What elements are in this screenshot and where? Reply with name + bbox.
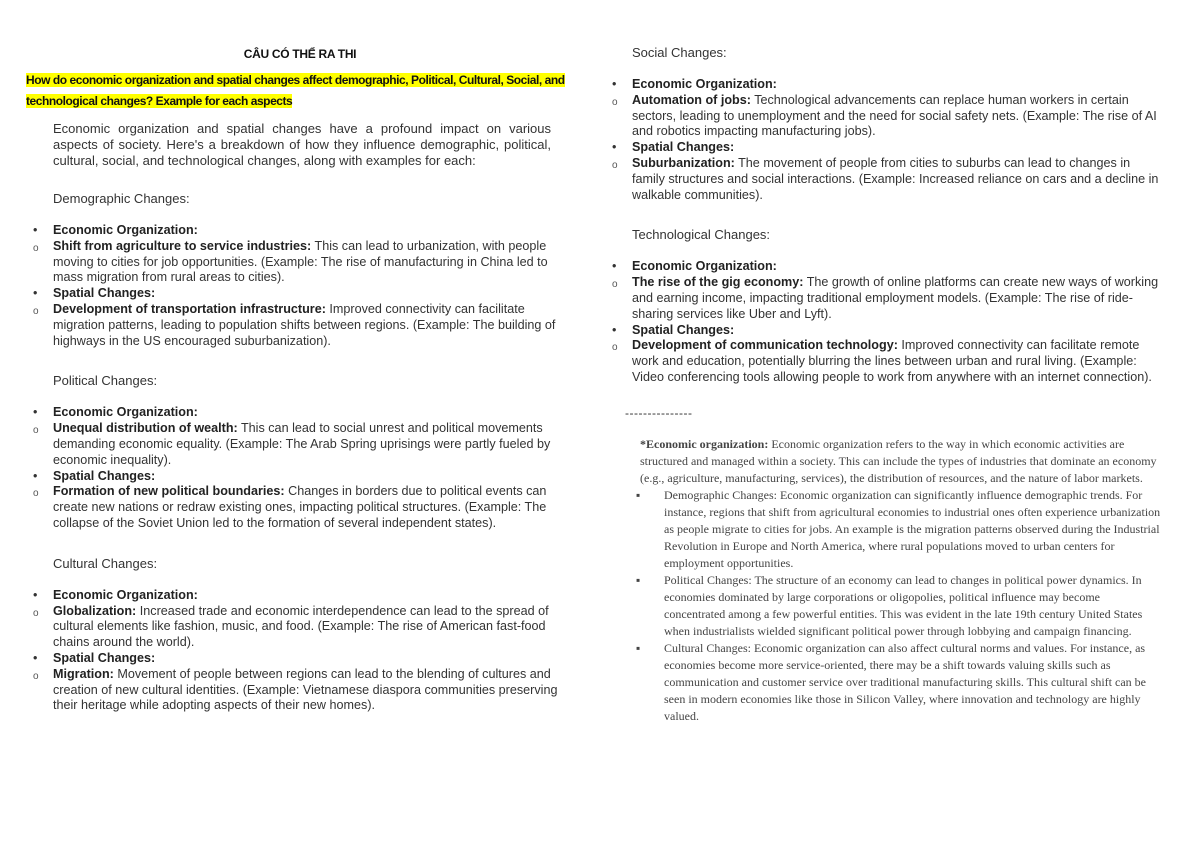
bullet-icon: • xyxy=(33,587,38,602)
right-sections xyxy=(612,45,1167,386)
political-org-label: • Economic Organization: xyxy=(33,405,198,420)
cultural-spatial-item: o Migration: Movement of people between regions can lead to the blending of cultures and creation of new cultural identities. (Example: Vietnamese diaspora communities preserving their heritage while adopting aspects of their new homes). xyxy=(33,666,558,713)
cultural-section xyxy=(33,556,568,714)
page-title: CÂU CÓ THỂ RA THI xyxy=(243,47,357,61)
demographic-spatial-item: o Development of transportation infrastructure: Improved connectivity can facilitate migration patterns, leading to population shifts between regions. (Example: The building of highways in the US encouraged suburbanization). xyxy=(33,301,556,348)
demographic-org-label: • Economic Organization: xyxy=(33,223,198,237)
sub-bullet-icon: o xyxy=(612,96,618,108)
note-item-cultural: ▪ Cultural Changes: Economic organization can also affect cultural norms and values. For instance, as economies become more service-oriented, there may be a shift towards valuing skills such as communication and customer service over traditional manufacturing skills. This cultural shift can be seen in modern economies like those in Silicon Valley, where innovation and technology are highly valued. xyxy=(636,640,1146,723)
intro-paragraph: Economic organization and spatial changes have a profound impact on various aspects of society. Here's a breakdown of how they influence demographic, political, cultural, social, and technological changes, along with examples for each: xyxy=(53,121,551,168)
technological-spatial-item: o Development of communication technology: Improved connectivity can facilitate remote work and education, potentially blurring the lines between urban and rural living. (Example: Video conferencing tools allowing people to work from anywhere with an internet connection). xyxy=(612,338,1152,384)
bullet-icon: • xyxy=(33,286,38,301)
technological-org-label: • Economic Organization: xyxy=(612,259,777,274)
note-item-political: ▪ Political Changes: The structure of an economy can lead to changes in political power dynamics. In economies dominated by large corporations or oligopolies, political influence may become concentrated among a few powerful entities. This was evident in the late 19th century United States when industrialists wielded significant political power through lobbying and campaign financing. xyxy=(636,572,1143,638)
technological-org-item: o The rise of the gig economy: The growth of online platforms can create new ways of working and earning income, impacting traditional employment models. (Example: The rise of ride-sharing services like Uber and Lyft). xyxy=(612,275,1159,321)
sub-bullet-icon: o xyxy=(33,607,39,619)
demographic-org-item: o Shift from agriculture to service industries: This can lead to urbanization, with people moving to cities for job opportunities. (Example: The rise of manufacturing in China led to mass migration from rural areas to cities). xyxy=(33,238,548,285)
sub-bullet-icon: o xyxy=(612,279,618,291)
bullet-icon: • xyxy=(33,650,38,665)
definition-paragraph: *Economic organization: Economic organization refers to the way in which economic activities are structured and managed within a society. This can include the types of industries that dominate an economy (e.g., agriculture, manufacturing, services), the distribution of resources, and the nature of labor markets. xyxy=(640,436,1157,485)
sub-bullet-icon: o xyxy=(33,425,39,437)
bullet-icon: • xyxy=(612,322,617,337)
bullet-icon: • xyxy=(612,259,617,274)
bullet-icon: • xyxy=(33,223,38,237)
political-spatial-label: • Spatial Changes: xyxy=(33,468,156,483)
technological-spatial-label: • Spatial Changes: xyxy=(612,322,735,337)
political-spatial-item: o Formation of new political boundaries: Changes in borders due to political events can create new nations or redraw existing ones, impacting political structures. (Example: The collapse of the Soviet Union led to the formation of several independent states). xyxy=(33,484,547,530)
social-heading: Social Changes: xyxy=(632,45,727,60)
social-spatial-label: • Spatial Changes: xyxy=(612,140,735,155)
political-heading: Political Changes: xyxy=(53,373,158,389)
square-bullet-icon: ▪ xyxy=(636,640,641,655)
social-org-label: • Economic Organization: xyxy=(612,77,777,91)
political-org-item: o Unequal distribution of wealth: This can lead to social unrest and political movements demanding economic equality. (Example: The Arab Spring uprisings were partly fueled by economic inequality). xyxy=(33,421,551,467)
cultural-org-label: • Economic Organization: xyxy=(33,587,198,602)
left-column xyxy=(0,46,600,714)
sub-bullet-icon: o xyxy=(612,159,618,171)
technological-heading: Technological Changes: xyxy=(632,227,771,243)
social-org-item: o Automation of jobs: Technological advancements can replace human workers in certain sectors, leading to unemployment and the need for social safety nets. (Example: The rise of AI and robotics impacting manufacturing jobs). xyxy=(612,92,1157,139)
sub-bullet-icon: o xyxy=(33,242,39,254)
sub-bullet-icon: o xyxy=(33,488,39,500)
cultural-spatial-label: • Spatial Changes: xyxy=(33,650,156,665)
demographic-heading: Demographic Changes: xyxy=(53,191,190,206)
technological-section xyxy=(612,227,1162,385)
bullet-icon: • xyxy=(33,405,38,420)
notes-section xyxy=(638,436,1163,725)
separator: --------------- xyxy=(625,405,693,420)
cultural-heading: Cultural Changes: xyxy=(53,555,158,571)
demographic-spatial-label: • Spatial Changes: xyxy=(33,286,156,301)
demographic-section xyxy=(33,191,568,349)
social-spatial-item: o Suburbanization: The movement of people from cities to suburbs can lead to changes in family structures and social interactions. (Example: Increased reliance on cars and a decline in walkable communities). xyxy=(612,155,1159,202)
sub-bullet-icon: o xyxy=(33,670,39,682)
note-item-demographic: ▪ Demographic Changes: Economic organization can significantly influence demographic trends. For instance, regions that shift from agricultural economies to industrial ones often experience urbanization as people migrate to cities for jobs. An example is the migration patterns observed during the Industrial Revolution in Europe and North America, where rural populations moved to urban centers for employment opportunities. xyxy=(636,487,1161,570)
bullet-icon: • xyxy=(612,77,617,91)
political-section xyxy=(33,373,568,531)
bullet-icon: • xyxy=(33,468,38,483)
sub-bullet-icon: o xyxy=(612,342,618,354)
square-bullet-icon: ▪ xyxy=(636,487,641,502)
cultural-org-item: o Globalization: Increased trade and economic interdependence can lead to the spread of cultural elements like fashion, music, and food. (Example: The rise of American fast-food chains around the world). xyxy=(33,603,549,650)
social-section xyxy=(612,45,1162,203)
highlighted-question: How do economic organization and spatial changes affect demographic, Political, Cultural, Social, and technological changes? Example for each aspects xyxy=(26,73,565,108)
right-column xyxy=(612,45,1167,725)
bullet-icon: • xyxy=(612,140,617,155)
sub-bullet-icon: o xyxy=(33,305,39,317)
square-bullet-icon: ▪ xyxy=(636,572,641,587)
